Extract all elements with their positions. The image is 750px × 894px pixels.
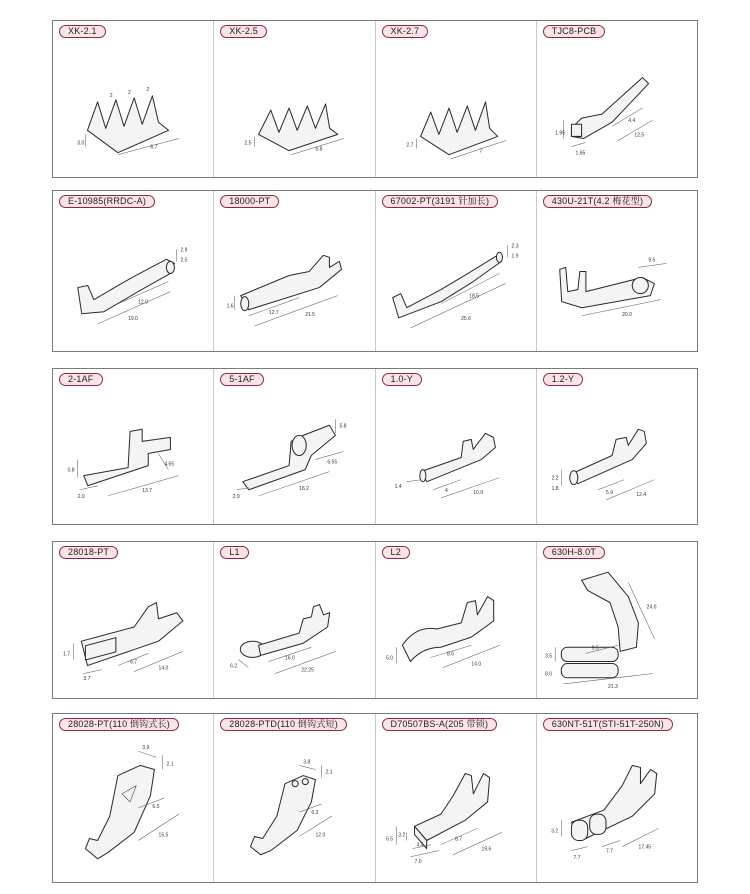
dim-label: 12.7	[269, 309, 279, 316]
product-cell	[53, 714, 214, 882]
dim-label: 2.9	[232, 493, 240, 500]
dim-label: 25.6	[460, 315, 471, 322]
dim-label: 21.5	[305, 311, 316, 318]
product-cell	[376, 369, 537, 524]
dim-label: 13.7	[142, 487, 152, 494]
dim-label: 18.5	[468, 293, 479, 300]
part-drawing	[380, 734, 532, 878]
dim-label: 6.5	[152, 804, 160, 811]
dim-label: 19.6	[481, 846, 491, 853]
part-drawing	[541, 41, 693, 173]
product-cell	[376, 191, 537, 351]
dim-label: 19.0	[128, 315, 138, 322]
dim-label: 3.7	[83, 675, 91, 682]
part-drawing	[380, 41, 532, 173]
catalog-row-5	[52, 713, 698, 883]
product-cell	[376, 714, 537, 882]
dim-label: 2	[146, 86, 150, 93]
catalog-row-2	[52, 190, 698, 352]
product-label: 67002-PT(3191 针加长)	[382, 195, 499, 208]
dim-label: 8.6	[446, 651, 454, 658]
dim-label: 6.55	[327, 459, 338, 466]
dim-label: 2	[109, 92, 113, 99]
product-cell	[376, 542, 537, 698]
dim-label: 8.7	[454, 836, 462, 843]
dim-label: 2.7	[405, 142, 413, 149]
product-cell	[537, 191, 697, 351]
dim-label: 3.9	[142, 745, 150, 752]
dim-label: 1.9	[511, 253, 519, 260]
dim-label: 3.2	[397, 832, 405, 839]
part-drawing	[218, 389, 370, 520]
part-drawing	[57, 562, 209, 694]
product-label: 18000-PT	[220, 195, 279, 208]
dim-label: 7.0	[414, 858, 422, 865]
product-label: 630H-8.0T	[543, 546, 605, 559]
dim-label: 3.0	[77, 140, 85, 147]
catalog-row-1	[52, 20, 698, 178]
dim-label: 12.5	[634, 132, 644, 139]
product-label: 430U-21T(4.2 梅花型)	[543, 195, 652, 208]
product-label: 5-1AF	[220, 373, 264, 386]
part-drawing	[218, 562, 370, 694]
dim-label: 17.45	[638, 844, 651, 851]
dim-label: 7.7	[605, 848, 613, 855]
dim-label: 21.3	[607, 683, 618, 690]
part-drawing	[380, 562, 532, 694]
product-cell	[214, 21, 375, 177]
dim-label: 8.0	[544, 671, 552, 678]
dim-label: 3.8	[303, 759, 311, 766]
dim-label: 4.65	[164, 461, 175, 468]
dim-label: 2.2	[551, 475, 559, 482]
product-label: D70507BS-A(205 带锁)	[382, 718, 498, 731]
dim-label: 4.4	[416, 842, 424, 849]
product-label: 28028-PTD(110 倒钩式短)	[220, 718, 347, 731]
dim-label: 14.0	[158, 665, 169, 672]
product-cell	[214, 542, 375, 698]
product-label: L1	[220, 546, 248, 559]
dim-label: 1.6	[226, 303, 234, 310]
product-label: 2-1AF	[59, 373, 103, 386]
dim-label: 15.5	[158, 832, 169, 839]
dim-label: 9.5	[648, 257, 656, 264]
part-drawing	[218, 734, 370, 878]
product-label: TJC8-PCB	[543, 25, 606, 38]
product-cell	[537, 369, 697, 524]
dim-label: 1.95	[554, 130, 565, 137]
dim-label: 5.0	[385, 655, 393, 662]
product-cell	[376, 21, 537, 177]
product-label: L2	[382, 546, 410, 559]
dim-label: 12.4	[636, 491, 646, 498]
dim-label: 5.8	[339, 423, 347, 430]
part-drawing	[380, 211, 532, 347]
part-drawing	[57, 734, 209, 878]
product-cell	[214, 369, 375, 524]
product-cell	[214, 714, 375, 882]
product-cell	[53, 542, 214, 698]
dim-label: 20.0	[621, 311, 632, 318]
catalog-row-3	[52, 368, 698, 525]
dim-label: 1.4	[394, 483, 402, 490]
dim-label: 4.4	[628, 118, 636, 125]
dim-label: 2.1	[325, 769, 333, 776]
dim-label: 2.9	[77, 493, 85, 500]
dim-label: 16.2	[299, 485, 310, 492]
dim-label: 6.8	[315, 146, 323, 153]
dim-label: 6.7	[150, 144, 158, 151]
product-cell	[537, 542, 697, 698]
dim-label: 2.5	[244, 140, 252, 147]
product-label: XK-2.5	[220, 25, 267, 38]
dim-label: 24.0	[646, 604, 657, 611]
dim-label: 6.7	[130, 659, 138, 666]
part-drawing	[541, 562, 693, 694]
product-label: 1.2-Y	[543, 373, 584, 386]
dim-label: 5.9	[605, 489, 613, 496]
product-label: 28018-PT	[59, 546, 118, 559]
part-drawing	[57, 41, 209, 173]
product-cell	[214, 191, 375, 351]
dim-label: 3.5	[544, 653, 552, 660]
part-drawing	[218, 41, 370, 173]
dim-label: 6.5	[385, 836, 393, 843]
part-drawing	[541, 211, 693, 347]
dim-label: 1.65	[575, 150, 586, 157]
product-label: E-10985(RRDC-A)	[59, 195, 155, 208]
dim-label: 10.9	[472, 489, 483, 496]
dim-label: 6.2	[230, 663, 238, 670]
part-drawing	[57, 389, 209, 520]
dim-label: 6.3	[311, 810, 319, 817]
product-label: 1.0-Y	[382, 373, 423, 386]
product-label: XK-2.1	[59, 25, 106, 38]
dim-label: 1.7	[63, 651, 71, 658]
part-drawing	[541, 389, 693, 520]
dim-label: 2	[128, 89, 131, 96]
catalog-row-4	[52, 541, 698, 699]
part-drawing	[218, 211, 370, 347]
dim-label: 22.25	[301, 667, 315, 674]
product-label: XK-2.7	[382, 25, 429, 38]
dim-label: 9.5	[591, 645, 599, 652]
dim-label: 2.3	[511, 243, 519, 250]
dim-label: 16.0	[285, 655, 296, 662]
dim-label: 14.0	[470, 661, 481, 668]
dim-label: 4	[444, 487, 448, 494]
dim-label: 2.1	[166, 761, 174, 768]
dim-label: 3.2	[550, 828, 558, 835]
product-label: 28028-PT(110 倒钩式长)	[59, 718, 179, 731]
part-drawing	[380, 389, 532, 520]
product-cell	[53, 191, 214, 351]
dim-label: 1.8	[551, 485, 559, 492]
dim-label: 7	[478, 148, 482, 155]
product-label: 630NT-51T(STI-51T-250N)	[543, 718, 673, 731]
product-cell	[537, 21, 697, 177]
product-cell	[537, 714, 697, 882]
dim-label: 2.9	[180, 247, 188, 254]
product-cell	[53, 21, 214, 177]
product-cell	[53, 369, 214, 524]
part-drawing	[541, 734, 693, 878]
dim-label: 0.8	[67, 467, 75, 474]
dim-label: 2.5	[180, 257, 188, 264]
dim-label: 12.0	[138, 299, 148, 306]
part-drawing	[57, 211, 209, 347]
dim-label: 7.7	[573, 854, 581, 861]
dim-label: 12.0	[315, 832, 326, 839]
